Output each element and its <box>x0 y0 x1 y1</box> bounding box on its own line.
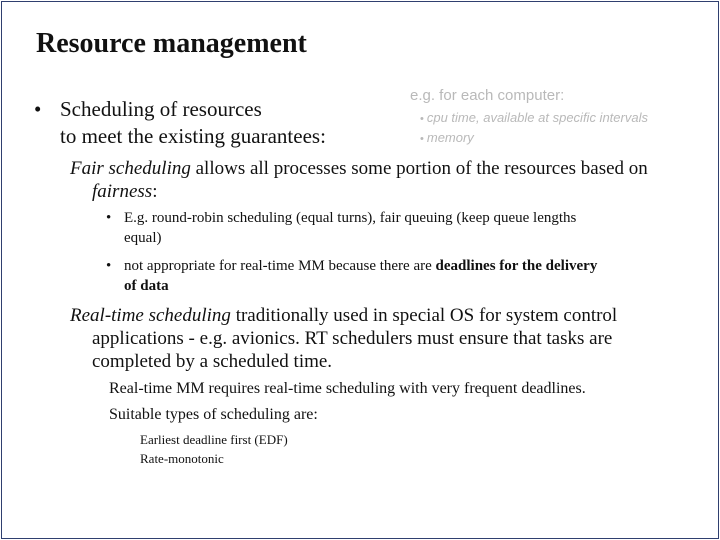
fair-point-round-robin <box>106 208 576 248</box>
realtime-point-types: Suitable types of scheduling are: <box>109 406 318 423</box>
fair-scheduling-term: Fair scheduling <box>70 158 191 179</box>
fair-point-bold1: deadlines for the delivery <box>435 258 598 274</box>
realtime-scheduling-term: Real-time scheduling <box>70 305 231 326</box>
fair-point-text2: equal) <box>124 230 162 246</box>
note-item-text: memory <box>426 130 474 145</box>
main-bullet-line2: to meet the existing guarantees: <box>60 124 326 148</box>
bullet-marker: • <box>106 210 112 226</box>
note-heading: e.g. for each computer: <box>410 87 565 104</box>
realtime-scheduling-text3: completed by a scheduled time. <box>92 351 333 372</box>
scheduler-rate-monotonic: Rate-monotonic <box>140 451 224 466</box>
fairness-term: fairness <box>92 181 153 202</box>
main-bullet <box>34 96 326 150</box>
fair-scheduling-line2 <box>70 180 648 203</box>
scheduler-edf: Earliest deadline first (EDF) <box>140 432 288 447</box>
realtime-point-deadlines: Real-time MM requires real-time scheduling with very frequent deadlines. <box>109 380 586 397</box>
slide <box>1 1 719 539</box>
slide-title: Resource management <box>36 28 307 59</box>
fair-point-bold2: of data <box>124 278 169 294</box>
fair-point-not-appropriate <box>106 256 597 296</box>
note-item-cpu <box>420 110 648 125</box>
fair-point-text1: E.g. round-robin scheduling (equal turns), fair queuing (keep queue lengths <box>124 210 577 226</box>
fair-scheduling-paragraph <box>70 157 648 203</box>
realtime-scheduling-paragraph <box>70 304 617 373</box>
main-bullet-line1: Scheduling of resources <box>60 97 262 121</box>
fair-scheduling-text2: : <box>152 181 158 202</box>
bullet-marker: • <box>34 97 42 121</box>
fair-point-text1: not appropriate for real-time MM because there are <box>124 258 436 274</box>
realtime-scheduling-text1: traditionally used in special OS for system control <box>230 305 618 326</box>
note-item-memory <box>420 130 474 145</box>
bullet-marker: • <box>106 258 112 274</box>
fair-scheduling-text1: allows all processes some portion of the resources based on <box>190 158 648 179</box>
note-marker: • <box>420 113 424 125</box>
note-marker: • <box>420 133 424 145</box>
realtime-scheduling-text2: applications - e.g. avionics. RT schedulers must ensure that tasks are <box>92 328 613 349</box>
note-item-text: cpu time, available at specific intervals <box>426 110 648 125</box>
